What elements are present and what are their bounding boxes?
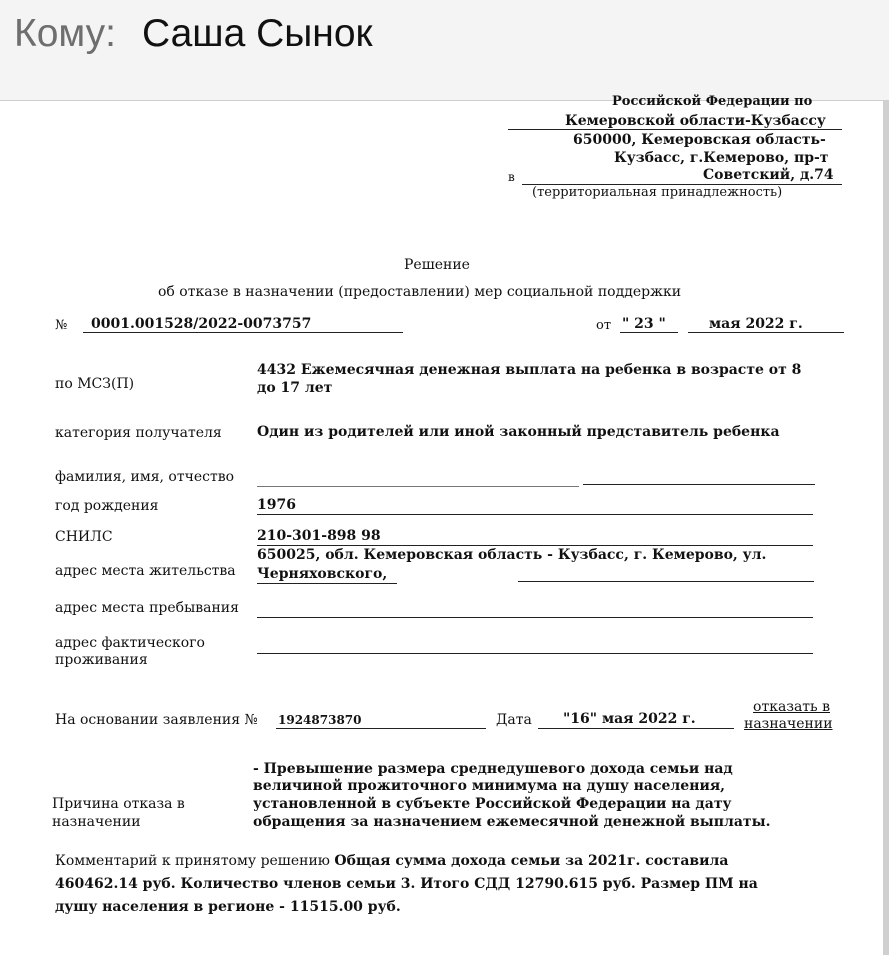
decision-date-label: от xyxy=(596,318,612,333)
fio-underline-1 xyxy=(257,486,579,487)
decision-day-underline xyxy=(620,332,678,333)
reason-text-line-3: установленной в субъекте Российской Федерации на дату xyxy=(253,796,732,812)
reason-text-line-4: обращения за назначением ежемесячной денежной выплаты. xyxy=(253,814,771,830)
comment-label: Комментарий к принятому решению xyxy=(55,853,330,869)
scrollbar[interactable] xyxy=(883,101,889,955)
fio-underline-2 xyxy=(583,484,815,485)
address-line-5: Советский, д.74 xyxy=(703,167,834,183)
address-residence-underline-2 xyxy=(518,581,814,582)
comment-line-2: 460462.14 руб. Количество членов семьи 3. Итого СДД 12790.615 руб. Размер ПМ на xyxy=(55,876,758,892)
comment-line-3: душу населения в регионе - 11515.00 руб. xyxy=(55,899,401,915)
document-subtitle: об отказе в назначении (предоставлении) мер социальной поддержки xyxy=(158,284,682,300)
address-actual-underline xyxy=(257,653,813,654)
application-date-value: "16" мая 2022 г. xyxy=(563,711,696,727)
reason-label-line-2: назначении xyxy=(52,814,141,830)
decision-number: 0001.001528/2022-0073757 xyxy=(91,316,312,332)
address-residence-label: адрес места жительства xyxy=(55,563,236,579)
address-residence-line-2: Черняховского, xyxy=(257,566,388,582)
address-residence-line-1: 650025, обл. Кемеровская область - Кузбасс, г. Кемерово, ул. xyxy=(257,547,767,563)
decision-month-underline xyxy=(688,332,844,333)
document-title: Решение xyxy=(404,257,470,273)
decision-number-label: № xyxy=(55,318,68,333)
birth-value: 1976 xyxy=(257,497,296,513)
category-label: категория получателя xyxy=(55,425,222,441)
address-line-3: 650000, Кемеровская область- xyxy=(573,132,826,148)
birth-underline xyxy=(257,514,813,515)
category-value: Один из родителей или иной законный представитель ребенка xyxy=(257,424,780,440)
msz-value-line-2: до 17 лет xyxy=(257,380,333,396)
recipient-name[interactable]: Саша Сынок xyxy=(142,12,373,55)
snils-label: СНИЛС xyxy=(55,529,113,545)
application-action-line-2: назначении xyxy=(744,716,833,732)
to-label: Кому: xyxy=(14,12,116,55)
decision-number-underline xyxy=(83,332,403,333)
application-date-label: Дата xyxy=(496,712,532,728)
application-date-underline xyxy=(538,728,734,729)
reason-label-line-1: Причина отказа в xyxy=(52,796,185,812)
address-actual-label-line-1: адрес фактического xyxy=(55,635,205,651)
reason-text-line-2: величиной прожиточного минимума на душу населения, xyxy=(253,778,726,794)
address-actual-label-line-2: проживания xyxy=(55,652,148,668)
address-stay-label: адрес места пребывания xyxy=(55,600,239,616)
address-caption: (территориальная принадлежность) xyxy=(532,185,783,200)
message-header xyxy=(0,0,889,101)
decision-month-year: мая 2022 г. xyxy=(709,316,803,332)
address-stay-underline xyxy=(257,617,813,618)
snils-value: 210-301-898 98 xyxy=(257,528,381,544)
comment-line-1 xyxy=(55,853,729,869)
msz-value-line-1: 4432 Ежемесячная денежная выплата на ребенка в возрасте от 8 xyxy=(257,362,802,378)
reason-text-line-1: - Превышение размера среднедушевого дохода семьи над xyxy=(253,761,733,777)
address-residence-underline-1 xyxy=(257,583,397,584)
address-line-2: Кемеровской области-Кузбассу xyxy=(565,113,826,129)
address-line-1: Российской Федерации по xyxy=(612,94,813,109)
comment-text-1: Общая сумма дохода семьи за 2021г. составила xyxy=(334,853,729,869)
address-underline-2 xyxy=(508,129,842,130)
birth-label: год рождения xyxy=(55,498,159,514)
application-number-underline xyxy=(276,728,486,729)
fio-label: фамилия, имя, отчество xyxy=(55,469,235,485)
address-line-4: Кузбасс, г.Кемерово, пр-т xyxy=(614,150,829,166)
decision-day: " 23 " xyxy=(622,316,666,332)
application-action-line-1: отказать в xyxy=(753,699,830,715)
address-prefix: в xyxy=(508,170,515,184)
application-number: 1924873870 xyxy=(278,713,362,727)
msz-label: по МСЗ(П) xyxy=(55,376,135,392)
application-label: На основании заявления № xyxy=(55,712,258,728)
snils-underline xyxy=(257,545,813,546)
